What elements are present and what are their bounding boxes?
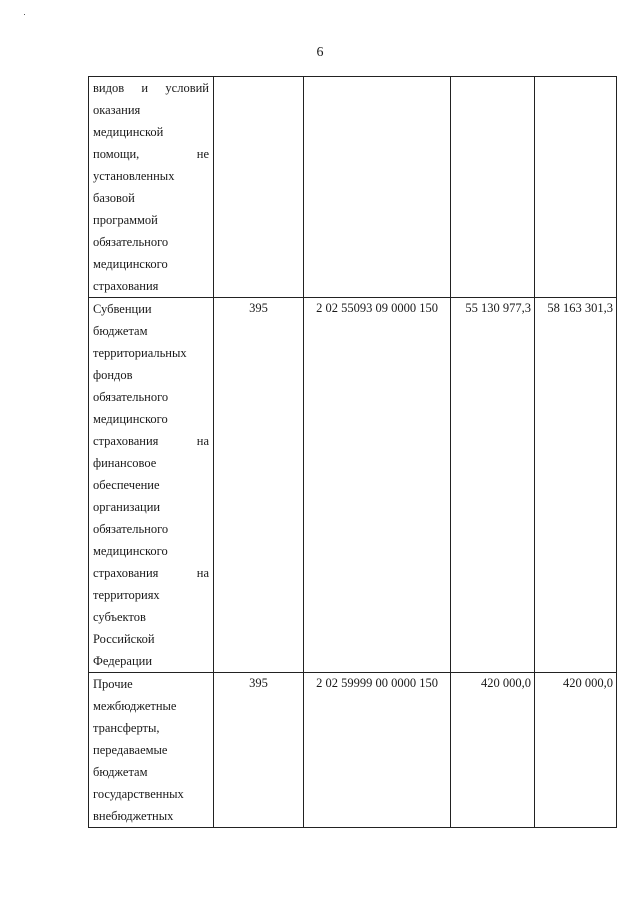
name-word: финансовое <box>93 456 157 470</box>
name-word: медицинского <box>93 544 168 558</box>
name-word: установленных <box>93 169 175 183</box>
name-word: медицинского <box>93 257 168 271</box>
amount-1-cell: 55 130 977,3 <box>451 298 535 673</box>
name-word: страхования <box>93 279 159 293</box>
name-word: Федерации <box>93 654 153 668</box>
name-word: страхования <box>93 566 159 580</box>
name-word: территориях <box>93 588 160 602</box>
name-line <box>93 761 209 783</box>
budget-code-cell: 2 02 55093 09 0000 150 <box>304 298 451 673</box>
name-word: обязательного <box>93 235 169 249</box>
name-line <box>93 187 209 209</box>
name-word: передаваемые <box>93 743 168 757</box>
amount-1-cell: 420 000,0 <box>451 673 535 828</box>
amount-1-cell <box>451 77 535 298</box>
name-line <box>93 231 209 253</box>
name-word: страхования <box>93 434 159 448</box>
row-name-cell <box>89 77 214 298</box>
name-word: не <box>196 147 209 161</box>
name-word: межбюджетные <box>93 699 177 713</box>
page-number: 6 <box>316 45 324 60</box>
name-word: на <box>196 434 209 448</box>
amount-2-cell <box>535 77 617 298</box>
name-word: организации <box>93 500 161 514</box>
name-line <box>93 805 209 827</box>
budget-code-cell <box>304 77 451 298</box>
name-line <box>93 717 209 739</box>
budget-code-cell: 2 02 59999 00 0000 150 <box>304 673 451 828</box>
name-line <box>93 209 209 231</box>
admin-code-cell: 395 <box>214 673 304 828</box>
name-line <box>93 430 209 452</box>
scan-speck <box>24 14 25 15</box>
name-line <box>93 518 209 540</box>
name-word: субъектов <box>93 610 146 624</box>
name-line <box>93 408 209 430</box>
name-word: условий <box>165 81 209 95</box>
name-line <box>93 165 209 187</box>
table-row <box>89 298 617 673</box>
name-line <box>93 99 209 121</box>
amount-2-cell: 420 000,0 <box>535 673 617 828</box>
name-line <box>93 143 209 165</box>
name-word: внебюджетных <box>93 809 174 823</box>
name-line <box>93 320 209 342</box>
name-line <box>93 584 209 606</box>
table-row <box>89 77 617 298</box>
row-name-cell <box>89 673 214 828</box>
name-line <box>93 739 209 761</box>
row-name-cell <box>89 298 214 673</box>
name-line <box>93 606 209 628</box>
admin-code-cell <box>214 77 304 298</box>
name-word: медицинского <box>93 412 168 426</box>
name-word: обязательного <box>93 522 169 536</box>
name-word: на <box>196 566 209 580</box>
name-line <box>93 628 209 650</box>
name-word: оказания <box>93 103 141 117</box>
budget-table <box>88 76 617 828</box>
name-word: программой <box>93 213 158 227</box>
name-line <box>93 540 209 562</box>
name-line <box>93 673 209 695</box>
name-line <box>93 386 209 408</box>
name-word: территориальных <box>93 346 187 360</box>
name-word: Прочие <box>93 677 133 691</box>
name-line <box>93 695 209 717</box>
name-line <box>93 562 209 584</box>
name-line <box>93 783 209 805</box>
name-line <box>93 452 209 474</box>
name-line <box>93 342 209 364</box>
table-row <box>89 673 617 828</box>
name-word: бюджетам <box>93 765 148 779</box>
name-line <box>93 275 209 297</box>
admin-code-cell: 395 <box>214 298 304 673</box>
name-word: Субвенции <box>93 302 152 316</box>
name-line <box>93 253 209 275</box>
name-word: Российской <box>93 632 155 646</box>
name-word: обязательного <box>93 390 169 404</box>
name-word: трансферты, <box>93 721 160 735</box>
name-line <box>93 650 209 672</box>
name-line <box>93 121 209 143</box>
name-line <box>93 77 209 99</box>
name-word: фондов <box>93 368 133 382</box>
name-word: бюджетам <box>93 324 148 338</box>
name-line <box>93 298 209 320</box>
name-line <box>93 474 209 496</box>
name-word: обеспечение <box>93 478 160 492</box>
name-word: медицинской <box>93 125 164 139</box>
name-word: базовой <box>93 191 135 205</box>
name-word: помощи, <box>93 147 140 161</box>
name-word: государственных <box>93 787 184 801</box>
name-line <box>93 496 209 518</box>
amount-2-cell: 58 163 301,3 <box>535 298 617 673</box>
name-word: видов <box>93 81 125 95</box>
name-word: и <box>141 81 149 95</box>
name-line <box>93 364 209 386</box>
